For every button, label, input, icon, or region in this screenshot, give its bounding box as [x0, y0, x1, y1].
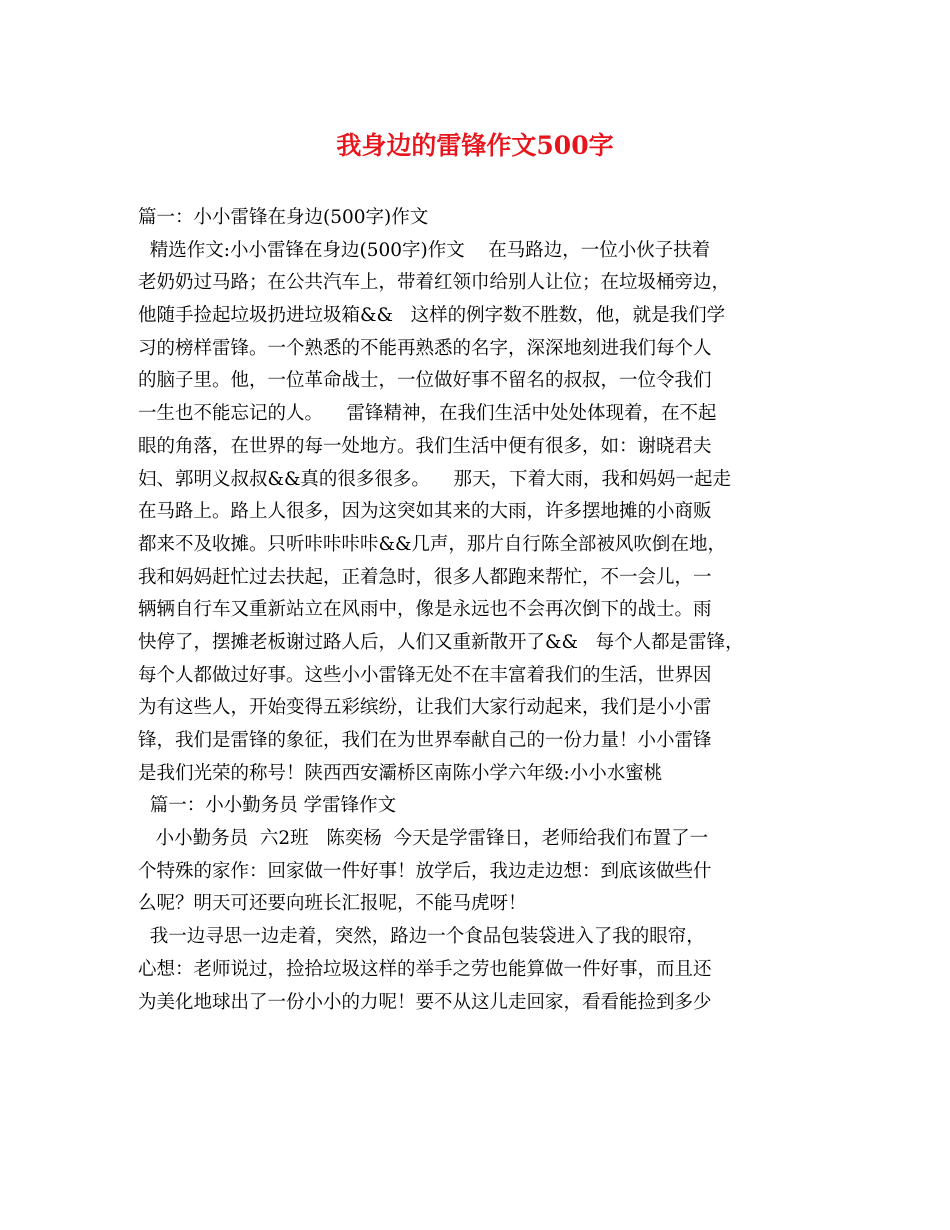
body-line-8: 眼的角落，在世界的每一处地方。我们生活中便有很多，如：谢晓君夫 [138, 435, 712, 457]
body-line-6: 的脑子里。他，一位革命战士，一位做好事不留名的叔叔，一位令我们 [138, 370, 712, 392]
body-line-25: 为美化地球出了一份小小的力呢！要不从这儿走回家，看看能捡到多少 [138, 991, 712, 1013]
body-line-5: 习的榜样雷锋。一个熟悉的不能再熟悉的名字，深深地刻进我们每个人 [138, 337, 712, 359]
body-line-15: 每个人都做过好事。这些小小雷锋无处不在丰富着我们的生活，世界因 [138, 664, 712, 686]
body-line-4: 他随手捡起垃圾扔进垃圾箱&& 这样的例字数不胜数，他，就是我们学 [138, 305, 726, 327]
body-line-19: 篇一：小小勤务员 学雷锋作文 [138, 795, 397, 817]
body-line-9: 妇、郭明义叔叔&&真的很多很多。 那天，下着大雨，我和妈妈一起走 [138, 468, 731, 490]
body-line-24: 心想：老师说过，捡拾垃圾这样的举手之劳也能算做一件好事，而且还 [138, 958, 712, 980]
body-line-12: 我和妈妈赶忙过去扶起，正着急时，很多人都跑来帮忙，不一会儿，一 [138, 566, 712, 588]
body-line-1: 篇一：小小雷锋在身边(500字)作文 [138, 207, 429, 228]
body-line-23: 我一边寻思一边走着，突然，路边一个食品包装袋进入了我的眼帘， [138, 926, 705, 948]
body-line-21: 个特殊的家作：回家做一件好事！放学后，我边走边想：到底该做些什 [138, 860, 712, 882]
body-line-11: 都来不及收摊。只听咔咔咔咔&&几声，那片自行陈全部被风吹倒在地， [138, 533, 726, 555]
document-title: 我身边的雷锋作文500字 [336, 131, 614, 160]
body-line-3: 老奶奶过马路；在公共汽车上，带着红领巾给别人让位；在垃圾桶旁边， [138, 272, 731, 294]
body-line-22: 么呢？明天可还要向班长汇报呢，不能马虎呀！ [138, 893, 527, 915]
body-line-18: 是我们光荣的称号！陕西西安灞桥区南陈小学六年级:小小水蜜桃 [138, 762, 663, 784]
body-line-10: 在马路上。路上人很多，因为这突如其来的大雨，许多摆地摊的小商贩 [138, 501, 712, 523]
body-line-16: 为有这些人，开始变得五彩缤纷，让我们大家行动起来，我们是小小雷 [138, 697, 712, 719]
body-line-13: 辆辆自行车又重新站立在风雨中，像是永远也不会再次倒下的战士。雨 [138, 599, 712, 621]
body-line-2: 精选作文:小小雷锋在身边(500字)作文 在马路边，一位小伙子扶着 [138, 239, 711, 261]
body-line-7: 一生也不能忘记的人。 雷锋精神，在我们生活中处处体现着，在不起 [138, 403, 717, 425]
document-body [138, 202, 818, 1019]
body-line-20: 小小勤务员 六2班 陈奕杨 今天是学雷锋日，老师给我们布置了一 [138, 828, 709, 850]
body-line-17: 锋，我们是雷锋的象征，我们在为世界奉献自己的一份力量！小小雷锋 [138, 730, 712, 751]
body-line-14: 快停了，摆摊老板谢过路人后，人们又重新散开了&& 每个人都是雷锋， [138, 631, 744, 653]
